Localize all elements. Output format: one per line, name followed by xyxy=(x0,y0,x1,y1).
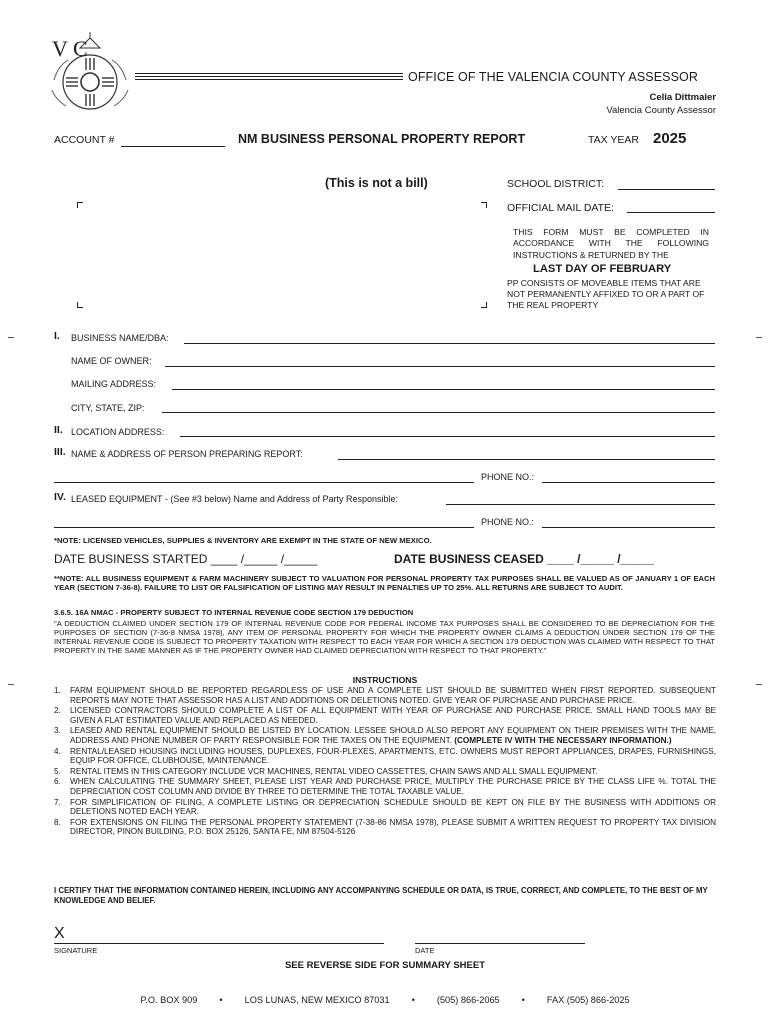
margin-tick xyxy=(8,337,14,338)
county-seal-logo xyxy=(44,30,136,114)
certification-statement: I CERTIFY THAT THE INFORMATION CONTAINED HEREIN, INCLUDING ANY ACCOMPANYING SCHEDULE OR DATA, IS TRUE, CORRECT, AND COMPLETE, TO THE BEST OF MY KNOWLEDGE AND BELIEF. xyxy=(54,886,708,905)
mailing-address-field[interactable] xyxy=(172,389,715,390)
instruction-text-plain: FOR EXTENSIONS ON FILING THE PERSONAL PROPERTY STATEMENT (7-38-86 NMSA 1978), PLEASE SUBMIT A WRITTEN REQUEST TO PROPERTY TAX DIVISION DIRECTOR, PINON BUILDING, P.O. BOX 25126, SANTA FE, NM 87504-5126 xyxy=(70,817,716,837)
instruction-number: 6. xyxy=(54,777,61,787)
leased-equipment-field-line2[interactable] xyxy=(54,527,474,528)
licensed-vehicles-note: *NOTE: LICENSED VEHICLES, SUPPLIES & INVENTORY ARE EXEMPT IN THE STATE OF NEW MEXICO. xyxy=(54,536,432,545)
signature-field[interactable] xyxy=(54,943,384,944)
owner-name-label: NAME OF OWNER: xyxy=(71,356,152,366)
instruction-number: 5. xyxy=(54,766,61,776)
signature-label: SIGNATURE xyxy=(54,946,98,955)
location-address-field[interactable] xyxy=(180,436,715,437)
preparer-label: NAME & ADDRESS OF PERSON PREPARING REPORT: xyxy=(71,449,303,459)
business-name-field[interactable] xyxy=(184,343,715,344)
instruction-item xyxy=(54,706,716,725)
footer-bullet: • xyxy=(411,995,415,1005)
instruction-item xyxy=(54,686,716,705)
owner-name-field[interactable] xyxy=(165,366,715,367)
preparer-phone-label: PHONE NO.: xyxy=(481,472,535,482)
preparer-phone-field[interactable] xyxy=(542,482,715,483)
footer-fax: FAX (505) 866-2025 xyxy=(546,995,630,1005)
tax-year-label: TAX YEAR xyxy=(588,134,639,146)
address-window-corner-bl xyxy=(77,302,83,308)
tax-year-value: 2025 xyxy=(653,130,687,147)
instruction-item xyxy=(54,726,716,745)
instruction-text-plain: RENTAL ITEMS IN THIS CATEGORY INCLUDE VCR MACHINES, RENTAL VIDEO CASSETTES, CHAIN SAWS AND ALL SMALL EQUIPMENT. xyxy=(70,766,598,776)
instruction-item xyxy=(54,777,716,796)
mailing-address-label: MAILING ADDRESS: xyxy=(71,379,157,389)
pp-note: PP CONSISTS OF MOVEABLE ITEMS THAT ARE NOT PERMANENTLY AFFIXED TO OR A PART OF THE REAL PROPERTY xyxy=(507,278,705,311)
address-window-corner-tr xyxy=(481,202,487,208)
address-window-corner-tl xyxy=(77,202,83,208)
section-1-number: I. xyxy=(54,330,60,342)
instruction-text-plain: FARM EQUIPMENT SHOULD BE REPORTED REGARDLESS OF USE AND A COMPLETE LIST SHOULD BE SUBMITTED WHEN FIRST REPORTED. SUBSEQUENT REPORTS MAY NOTE THAT ASSESSOR HAS A LIST AND ADDITIONS OR DELETIONS NOTED. GIVE YEAR OF PURCHASE AND PURCHASE PRICE. xyxy=(70,686,716,705)
preparer-field[interactable] xyxy=(338,459,715,460)
instruction-text xyxy=(70,767,598,777)
instruction-text xyxy=(70,798,716,817)
not-a-bill-notice: (This is not a bill) xyxy=(325,176,428,190)
signature-x-mark: X xyxy=(54,925,65,942)
instruction-text-plain: FOR SIMPLIFICATION OF FILING, A COMPLETE LISTING OR DEPRECIATION SCHEDULE SHOULD BE KEPT ON FILE BY THE BUSINESS WITH ADDITIONS OR DELETIONS NOTED EACH YEAR. xyxy=(70,797,716,817)
instruction-text-emphasis: (COMPLETE IV WITH THE NECESSARY INFORMATION.) xyxy=(454,735,672,745)
instruction-text-plain: LICENSED CONTRACTORS SHOULD COMPLETE A LIST OF ALL EQUIPMENT WITH YEAR OF PURCHASE AND PURCHASE PRICE. SMALL HAND TOOLS MAY BE GIVEN A FLAT ESTIMATED VALUE AND REPLACED AS NEEDED. xyxy=(70,706,716,725)
location-address-label: LOCATION ADDRESS: xyxy=(71,427,165,437)
address-window-corner-br xyxy=(481,302,487,308)
margin-tick xyxy=(756,337,762,338)
leased-equipment-field[interactable] xyxy=(446,504,715,505)
mail-date-field[interactable] xyxy=(627,212,715,213)
instruction-text xyxy=(70,706,716,725)
office-title: OFFICE OF THE VALENCIA COUNTY ASSESSOR xyxy=(408,70,698,84)
footer-po-box: P.O. BOX 909 xyxy=(140,995,198,1005)
assessor-name: Celia Dittmaier xyxy=(649,92,716,103)
instructions-list xyxy=(54,686,716,838)
deadline-notice: LAST DAY OF FEBRUARY xyxy=(533,263,672,275)
see-reverse-notice: SEE REVERSE SIDE FOR SUMMARY SHEET xyxy=(284,960,486,971)
instruction-number: 7. xyxy=(54,797,61,807)
instruction-number: 4. xyxy=(54,746,61,756)
instruction-text-plain: LEASED AND RENTAL EQUIPMENT SHOULD BE LISTED BY LOCATION. LESSEE SHOULD ALSO REPORT ANY EQUIPMENT ON THEIR PREMISES WITH THE NAME, ADDRESS AND PHONE NUMBER OF PARTY RESPONSIBLE FOR THE TAXES ON THE EQUIPMENT. xyxy=(70,726,716,745)
city-state-zip-label: CITY, STATE, ZIP: xyxy=(71,403,145,413)
instruction-item xyxy=(54,747,716,766)
valuation-note: **NOTE: ALL BUSINESS EQUIPMENT & FARM MACHINERY SUBJECT TO VALUATION FOR PERSONAL PROPERTY TAX PURPOSES SHALL BE VALUED AS OF JANUARY 1 OF EACH YEAR (SECTION 7-36-8). FAILURE TO LIST OR FALSIFICATION OF LISTING MAY RESULT IN PENALTIES UP TO 25%. ALL RETURNS ARE SUBJECT TO AUDIT. xyxy=(54,574,715,592)
footer-bullet: • xyxy=(521,995,525,1005)
footer-address xyxy=(0,995,770,1005)
school-district-label: SCHOOL DISTRICT: xyxy=(507,178,605,190)
instruction-number: 8. xyxy=(54,817,61,827)
account-field[interactable] xyxy=(121,146,225,147)
instruction-text xyxy=(70,686,716,705)
instruction-item xyxy=(54,798,716,817)
instruction-item xyxy=(54,818,716,837)
section-2-number: II. xyxy=(54,424,63,436)
account-label: ACCOUNT # xyxy=(54,134,115,146)
section-3-number: III. xyxy=(54,446,66,458)
svg-text:V C: V C xyxy=(52,36,88,61)
instructions-heading: INSTRUCTIONS xyxy=(352,675,418,685)
nmac-title: 3.6.5. 16A NMAC - PROPERTY SUBJECT TO INTERNAL REVENUE CODE SECTION 179 DEDUCTION xyxy=(54,608,414,617)
nmac-body: "A DEDUCTION CLAIMED UNDER SECTION 179 OF INTERNAL REVENUE CODE FOR FEDERAL INCOME TAX PURPOSES SHALL BE CONSIDERED TO BE DEPRECIATION FOR THE PURPOSES OF SECTION (7-36-8 NMSA 1978), ANY ITEM OF PERSONAL PROPERTY FOR WHICH THE PROPERTY OWNER CLAIMS A DEDUCTION UNDER SECTION 179 OF THE INTERNAL REVENUE CODE IS SUBJECT TO PROPERTY TAXATION WITH RESPECT TO EACH YEAR FOR WHICH A SECTION 179 DEDUCTION WAS CLAIMED WITH RESPECT TO THAT PROPERTY IN THE SAME MANNER AS IF THE PROPERTY OWNER HAD CLAIMED DEPRECIATION WITH RESPECT TO THAT PROPERTY." xyxy=(54,619,715,655)
header-rule xyxy=(135,73,403,82)
footer-phone: (505) 866-2065 xyxy=(436,995,500,1005)
instruction-text xyxy=(70,747,716,766)
business-name-label: BUSINESS NAME/DBA: xyxy=(71,333,169,343)
instruction-text xyxy=(70,726,716,745)
instruction-text xyxy=(70,777,716,796)
instruction-number: 1. xyxy=(54,686,61,695)
preparer-field-line2[interactable] xyxy=(54,482,474,483)
instruction-text-plain: RENTAL/LEASED HOUSING INCLUDING HOUSES, DUPLEXES, FOUR-PLEXES, APARTMENTS, ETC. OWNERS MUST REPORT APPLIANCES, DRAPES, FURNISHINGS, EQUIP FOR OFFICE, CLUBHOUSE, MAINTENANCE. xyxy=(70,746,716,766)
leased-equipment-label: LEASED EQUIPMENT - (See #3 below) Name and Address of Party Responsible: xyxy=(71,494,398,504)
city-state-zip-field[interactable] xyxy=(162,412,715,413)
leased-phone-field[interactable] xyxy=(542,527,715,528)
completion-note: THIS FORM MUST BE COMPLETED IN ACCORDANCE WITH THE FOLLOWING INSTRUCTIONS & RETURNED BY THE xyxy=(513,227,709,260)
assessor-role: Valencia County Assessor xyxy=(606,105,716,116)
instruction-text xyxy=(70,818,716,837)
instruction-item xyxy=(54,767,716,777)
school-district-field[interactable] xyxy=(618,189,715,190)
instruction-text-plain: WHEN CALCULATING THE SUMMARY SHEET, PLEASE LIST YEAR AND PURCHASE PRICE, MULTIPLY THE PURCHASE PRICE BY THE CLASS LIFE %. TOTAL THE DEPRECIATION COST COLUMN AND DIVIDE BY THREE TO DETERMINE THE TOTAL TAXABLE VALUE. xyxy=(70,777,716,796)
footer-bullet: • xyxy=(219,995,223,1005)
instruction-number: 2. xyxy=(54,706,61,716)
date-label: DATE xyxy=(415,946,435,955)
date-business-started: DATE BUSINESS STARTED ____ /_____ /_____ xyxy=(54,552,318,566)
date-field[interactable] xyxy=(415,943,585,944)
form-title: NM BUSINESS PERSONAL PROPERTY REPORT xyxy=(238,132,526,146)
mail-date-label: OFFICIAL MAIL DATE: xyxy=(507,202,614,214)
leased-phone-label: PHONE NO.: xyxy=(481,517,535,527)
section-4-number: IV. xyxy=(54,491,66,503)
date-business-ceased: DATE BUSINESS CEASED ____ /_____ /_____ xyxy=(394,552,654,566)
instruction-number: 3. xyxy=(54,726,61,736)
footer-city: LOS LUNAS, NEW MEXICO 87031 xyxy=(244,995,390,1005)
